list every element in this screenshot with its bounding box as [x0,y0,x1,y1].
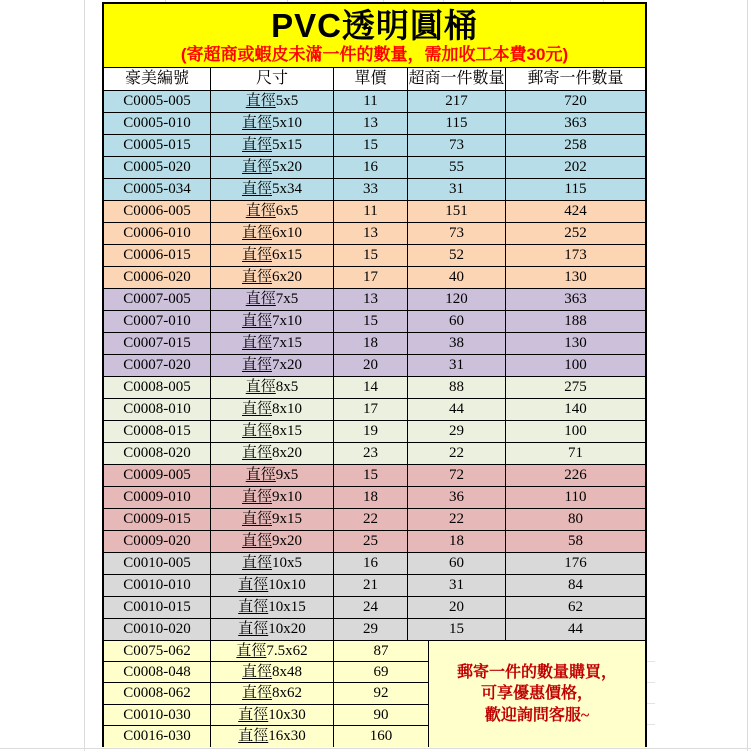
cell-store-qty: 31 [408,179,506,201]
size-diameter-label: 直徑 [241,137,272,153]
size-diameter-label: 直徑 [241,445,272,461]
cell-mail-qty: 100 [506,355,645,377]
cell-store-qty: 55 [408,157,506,179]
table-row [104,157,645,179]
cell-code: C0008-020 [104,443,211,465]
size-diameter-label: 直徑 [245,379,276,395]
cell-code: C0010-010 [104,575,211,597]
cell-size [211,443,334,465]
cell-mail-qty: 44 [506,619,645,641]
size-diameter-label: 直徑 [241,423,272,439]
cell-unit-price: 25 [334,531,408,553]
size-diameter-label: 直徑 [241,181,272,197]
cell-unit-price: 21 [334,575,408,597]
cell-mail-qty: 130 [506,333,645,355]
cell-unit-price: 14 [334,377,408,399]
cell-code: C0008-010 [104,399,211,421]
size-value: 10x10 [268,577,306,593]
cell-store-qty: 38 [408,333,506,355]
cell-size [211,662,334,683]
cell-code: C0008-005 [104,377,211,399]
cell-code: C0005-020 [104,157,211,179]
size-diameter-label: 直徑 [241,335,272,351]
cell-mail-qty: 258 [506,135,645,157]
cell-unit-price: 17 [334,267,408,289]
cell-size [211,641,334,662]
cell-unit-price: 15 [334,245,408,267]
cell-code: C0007-005 [104,289,211,311]
cell-store-qty: 73 [408,223,506,245]
size-diameter-label: 直徑 [241,247,272,263]
cell-store-qty: 60 [408,311,506,333]
header-cell-price: 單價 [334,68,408,91]
sheet-gridline [647,724,655,725]
cell-mail-qty: 62 [506,597,645,619]
cell-code: C0010-005 [104,553,211,575]
cell-size [211,531,334,553]
size-diameter-label: 直徑 [245,291,276,307]
cell-code: C0007-010 [104,311,211,333]
cell-size [211,267,334,289]
cell-size [211,223,334,245]
page-title: PVC透明圓桶 [271,6,478,44]
cell-store-qty: 15 [408,619,506,641]
cell-store-qty: 52 [408,245,506,267]
size-value: 7.5x62 [266,643,308,659]
cell-store-qty: 18 [408,531,506,553]
cell-unit-price: 160 [334,726,429,747]
cell-code: C0006-015 [104,245,211,267]
cell-size [211,465,334,487]
bottom-note [429,641,645,747]
size-value: 10x15 [268,599,306,615]
cell-size [211,553,334,575]
table-row [104,223,645,245]
table-row [104,355,645,377]
table-row [104,619,645,641]
page-subtitle: (寄超商或蝦皮未滿一件的數量，需加收工本費30元) [180,44,569,64]
size-value: 9x15 [272,511,302,527]
cell-code: C0016-030 [104,726,211,747]
cell-mail-qty: 363 [506,113,645,135]
cell-code: C0005-005 [104,91,211,113]
cell-size [211,157,334,179]
note-line: 歡迎詢問客服~ [484,706,590,724]
cell-store-qty: 44 [408,399,506,421]
size-diameter-label: 直徑 [241,511,272,527]
cell-unit-price: 15 [334,465,408,487]
cell-code: C0009-010 [104,487,211,509]
cell-unit-price: 19 [334,421,408,443]
cell-size [211,575,334,597]
size-diameter-label: 直徑 [238,727,269,744]
size-value: 8x62 [272,685,302,702]
cell-size [211,245,334,267]
size-value: 10x20 [268,621,306,637]
size-value: 6x10 [272,225,302,241]
table-row [104,597,645,619]
table-row [104,201,645,223]
cell-unit-price: 20 [334,355,408,377]
cell-code: C0005-015 [104,135,211,157]
cell-store-qty: 22 [408,509,506,531]
table-row [104,509,645,531]
table-row [104,443,645,465]
cell-code: C0075-062 [104,641,211,662]
size-diameter-label: 直徑 [245,203,276,219]
cell-code: C0008-048 [104,662,211,683]
cell-size [211,333,334,355]
cell-size [211,113,334,135]
cell-store-qty: 72 [408,465,506,487]
cell-size [211,619,334,641]
header-cell-store-qty: 超商一件數量 [408,68,506,91]
cell-size [211,399,334,421]
cell-size [211,179,334,201]
table-body [104,91,645,641]
cell-store-qty: 88 [408,377,506,399]
size-diameter-label: 直徑 [238,577,269,593]
cell-mail-qty: 176 [506,553,645,575]
bottom-rows [104,641,429,747]
cell-unit-price: 15 [334,135,408,157]
table-row [104,421,645,443]
size-value: 5x34 [272,181,302,197]
size-value: 5x10 [272,115,302,131]
cell-unit-price: 15 [334,311,408,333]
size-diameter-label: 直徑 [241,555,272,571]
cell-unit-price: 13 [334,223,408,245]
cell-unit-price: 18 [334,487,408,509]
cell-mail-qty: 424 [506,201,645,223]
header-cell-mail-qty: 郵寄一件數量 [506,68,645,91]
size-value: 5x5 [275,93,299,109]
cell-unit-price: 16 [334,157,408,179]
size-diameter-label: 直徑 [238,706,269,723]
cell-mail-qty: 363 [506,289,645,311]
size-diameter-label: 直徑 [241,225,272,241]
cell-code: C0005-010 [104,113,211,135]
cell-store-qty: 31 [408,355,506,377]
table-row [104,377,645,399]
cell-unit-price: 92 [334,683,429,704]
cell-store-qty: 120 [408,289,506,311]
size-diameter-label: 直徑 [241,401,272,417]
cell-code: C0006-020 [104,267,211,289]
cell-size [211,726,334,747]
size-diameter-label: 直徑 [238,621,269,637]
table-row [104,399,645,421]
header-cell-size: 尺寸 [211,68,334,91]
cell-mail-qty: 275 [506,377,645,399]
cell-code: C0009-015 [104,509,211,531]
cell-size [211,597,334,619]
cell-unit-price: 17 [334,399,408,421]
cell-mail-qty: 720 [506,91,645,113]
cell-code: C0010-020 [104,619,211,641]
cell-mail-qty: 71 [506,443,645,465]
table-row [104,487,645,509]
table-row [104,575,645,597]
cell-store-qty: 151 [408,201,506,223]
size-diameter-label: 直徑 [241,269,272,285]
size-value: 9x5 [275,467,299,483]
cell-mail-qty: 100 [506,421,645,443]
note-line: 可享優惠價格， [480,685,593,703]
cell-unit-price: 90 [334,705,429,726]
cell-store-qty: 115 [408,113,506,135]
size-diameter-label: 直徑 [241,685,272,702]
title-band [104,4,645,68]
cell-mail-qty: 173 [506,245,645,267]
cell-code: C0006-005 [104,201,211,223]
table-row [104,311,645,333]
table-row [104,289,645,311]
cell-size [211,201,334,223]
cell-unit-price: 11 [334,201,408,223]
cell-store-qty: 40 [408,267,506,289]
cell-mail-qty: 188 [506,311,645,333]
table-row [104,267,645,289]
cell-store-qty: 22 [408,443,506,465]
cell-mail-qty: 140 [506,399,645,421]
size-value: 8x5 [275,379,299,395]
cell-size [211,289,334,311]
cell-mail-qty: 252 [506,223,645,245]
cell-store-qty: 60 [408,553,506,575]
size-diameter-label: 直徑 [245,467,276,483]
size-value: 8x20 [272,445,302,461]
cell-code: C0009-005 [104,465,211,487]
size-value: 9x20 [272,533,302,549]
cell-unit-price: 11 [334,91,408,113]
cell-size [211,355,334,377]
sheet-gridline [647,661,655,662]
cell-size [211,311,334,333]
cell-unit-price: 22 [334,509,408,531]
size-value: 10x30 [268,706,306,723]
size-value: 7x20 [272,357,302,373]
size-value: 8x48 [272,664,302,681]
cell-size [211,135,334,157]
sheet-gridline [647,682,655,683]
size-value: 8x10 [272,401,302,417]
cell-size [211,705,334,726]
note-line: 郵寄一件的數量購買， [456,663,617,681]
cell-mail-qty: 110 [506,487,645,509]
size-value: 9x10 [272,489,302,505]
cell-mail-qty: 58 [506,531,645,553]
size-diameter-label: 直徑 [241,313,272,329]
size-value: 16x30 [268,727,306,744]
sheet-gridline [84,0,85,751]
table-row [104,179,645,201]
size-value: 5x20 [272,159,302,175]
size-diameter-label: 直徑 [238,599,269,615]
cell-store-qty: 73 [408,135,506,157]
cell-store-qty: 20 [408,597,506,619]
cell-code: C0007-015 [104,333,211,355]
cell-code: C0009-020 [104,531,211,553]
cell-mail-qty: 115 [506,179,645,201]
cell-mail-qty: 226 [506,465,645,487]
cell-mail-qty: 130 [506,267,645,289]
sheet-gridline [647,703,655,704]
size-diameter-label: 直徑 [245,93,276,109]
table-row [104,553,645,575]
table-row [104,113,645,135]
cell-size [211,487,334,509]
size-diameter-label: 直徑 [241,489,272,505]
cell-size [211,421,334,443]
size-value: 7x5 [275,291,299,307]
table-row [104,662,429,683]
size-value: 7x15 [272,335,302,351]
table-row [104,705,429,726]
cell-unit-price: 13 [334,113,408,135]
size-diameter-label: 直徑 [236,643,267,659]
bottom-section [104,641,645,747]
cell-size [211,509,334,531]
sheet-gridline [0,748,751,749]
cell-store-qty: 217 [408,91,506,113]
cell-mail-qty: 84 [506,575,645,597]
cell-code: C0010-015 [104,597,211,619]
table-row [104,465,645,487]
size-diameter-label: 直徑 [241,664,272,681]
table-row [104,641,429,662]
size-value: 6x5 [275,203,299,219]
cell-store-qty: 29 [408,421,506,443]
table-header-row [104,68,645,91]
cell-unit-price: 87 [334,641,429,662]
price-table [102,2,647,747]
table-row [104,91,645,113]
cell-code: C0007-020 [104,355,211,377]
cell-code: C0006-010 [104,223,211,245]
cell-mail-qty: 80 [506,509,645,531]
sheet-gridline [747,0,748,751]
size-value: 10x5 [272,555,302,571]
cell-code: C0008-062 [104,683,211,704]
table-row [104,726,429,747]
cell-unit-price: 33 [334,179,408,201]
size-value: 6x15 [272,247,302,263]
size-diameter-label: 直徑 [241,357,272,373]
size-diameter-label: 直徑 [241,115,272,131]
table-row [104,245,645,267]
size-value: 8x15 [272,423,302,439]
cell-unit-price: 24 [334,597,408,619]
cell-store-qty: 36 [408,487,506,509]
cell-mail-qty: 202 [506,157,645,179]
cell-unit-price: 18 [334,333,408,355]
cell-size [211,683,334,704]
cell-code: C0005-034 [104,179,211,201]
cell-unit-price: 16 [334,553,408,575]
table-row [104,333,645,355]
header-cell-code: 豪美編號 [104,68,211,91]
cell-store-qty: 31 [408,575,506,597]
cell-code: C0008-015 [104,421,211,443]
cell-size [211,91,334,113]
table-row [104,531,645,553]
cell-unit-price: 23 [334,443,408,465]
cell-unit-price: 13 [334,289,408,311]
cell-unit-price: 29 [334,619,408,641]
size-diameter-label: 直徑 [241,159,272,175]
size-diameter-label: 直徑 [241,533,272,549]
cell-unit-price: 69 [334,662,429,683]
size-value: 6x20 [272,269,302,285]
table-row [104,135,645,157]
size-value: 5x15 [272,137,302,153]
cell-size [211,377,334,399]
table-row [104,683,429,704]
cell-code: C0010-030 [104,705,211,726]
size-value: 7x10 [272,313,302,329]
